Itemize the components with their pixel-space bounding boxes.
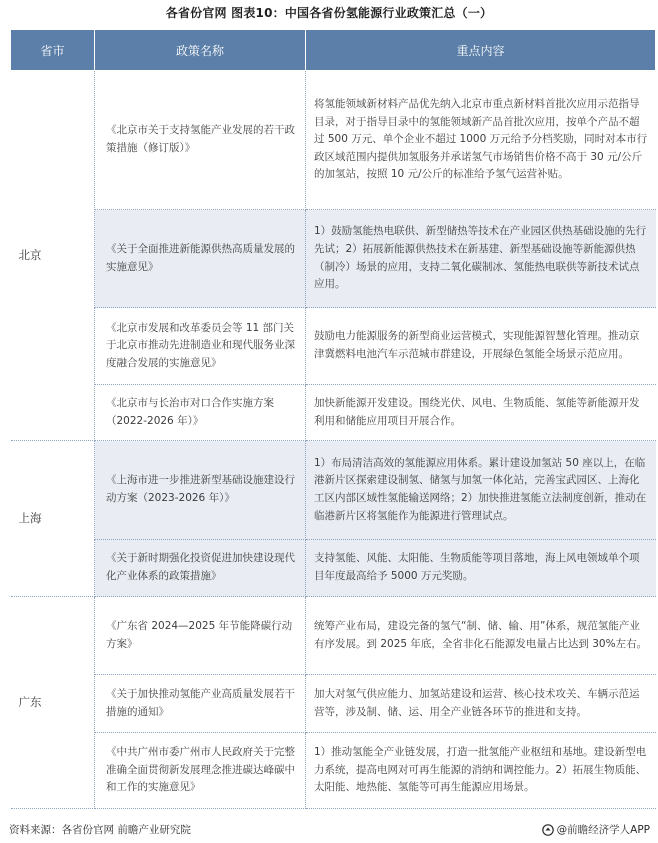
table-row bbox=[11, 308, 656, 385]
table-row bbox=[11, 540, 656, 597]
policy-content: 1）推动氢能全产业链发展，打造一批氢能产业枢纽和基地。建设新型电力系统，提高电网对可再生能源的消纳和调控能力。2）拓展生物质能、太阳能、地热能、氢能等可再生能源应用场景。 bbox=[306, 733, 656, 809]
policy-content: 加大对氢气供应能力、加氢站建设和运营、核心技术攻关、车辆示范运营等，涉及制、储、运、用全产业链各环节的推进和支持。 bbox=[306, 675, 656, 733]
header-province: 省市 bbox=[11, 30, 95, 71]
brand-credit bbox=[542, 822, 650, 837]
policy-content: 加快新能源开发建设。围绕光伏、风电、生物质能、氢能等新能源开发利用和储能应用项目开展合作。 bbox=[306, 385, 656, 441]
policy-name: 《北京市与长治市对口合作实施方案（2022-2026 年）》 bbox=[95, 385, 306, 441]
policy-name: 《中共广州市委广州市人民政府关于完整准确全面贯彻新发展理念推进碳达峰碳中和工作的实施意见》 bbox=[95, 733, 306, 809]
policy-content: 1）鼓励氢能热电联供、新型储热等技术在产业园区供热基础设施的先行先试；2）拓展新能源供热技术在新基建、新型基础设施等新能源供热（制冷）场景的应用，支持二氧化碳制冰、氢能热电联供等新技术试点应用。 bbox=[306, 210, 656, 308]
policy-name: 《关于全面推进新能源供热高质量发展的实施意见》 bbox=[95, 210, 306, 308]
table-row bbox=[11, 597, 656, 675]
header-policy: 政策名称 bbox=[95, 30, 306, 71]
chart-title: 各省份官网 图表10：中国各省份氢能源行业政策汇总（一） bbox=[165, 6, 493, 20]
table-row bbox=[11, 71, 656, 210]
table-row bbox=[11, 733, 656, 809]
policy-name: 《广东省 2024—2025 年节能降碳行动方案》 bbox=[95, 597, 306, 675]
policy-content: 1）布局清洁高效的氢能源应用体系。累计建设加氢站 50 座以上，在临港新片区探索建设制氢、储氢与加氢一体化站，完善宝武园区、上海化工区内部区域性氢能输送网络；2）加快推进氢能立法制度创新，推动在临港新片区将氢能作为能源进行管理试点。 bbox=[306, 441, 656, 540]
table-header-row bbox=[11, 30, 656, 71]
province-guangdong: 广东 bbox=[11, 597, 95, 809]
brand-text: @前瞻经济学人APP bbox=[556, 824, 650, 836]
table-row bbox=[11, 385, 656, 441]
brand-logo-icon bbox=[542, 824, 554, 836]
policy-content: 支持氢能、风能、太阳能、生物质能等项目落地，海上风电领域单个项目年度最高给予 5000 万元奖励。 bbox=[306, 540, 656, 597]
policy-content: 统筹产业布局，建设完备的氢气“制、储、输、用”体系，规范氢能产业有序发展。到 2025 年底，全省非化石能源发电量占比达到 30%左右。 bbox=[306, 597, 656, 675]
province-beijing: 北京 bbox=[11, 71, 95, 441]
source-note: 资料来源：各省份官网 前瞻产业研究院 bbox=[9, 824, 191, 836]
policy-name: 《北京市关于支持氢能产业发展的若干政策措施（修订版）》 bbox=[95, 71, 306, 210]
header-content: 重点内容 bbox=[306, 30, 656, 71]
table-row bbox=[11, 441, 656, 540]
policy-table bbox=[10, 29, 656, 809]
province-shanghai: 上海 bbox=[11, 441, 95, 597]
table-row bbox=[11, 210, 656, 308]
table-row bbox=[11, 675, 656, 733]
policy-name: 《关于新时期强化投资促进加快建设现代化产业体系的政策措施》 bbox=[95, 540, 306, 597]
policy-name: 《上海市进一步推进新型基础设施建设行动方案（2023-2026 年）》 bbox=[95, 441, 306, 540]
policy-name: 《关于加快推动氢能产业高质量发展若干措施的通知》 bbox=[95, 675, 306, 733]
policy-name: 《北京市发展和改革委员会等 11 部门关于北京市推动先进制造业和现代服务业深度融合发展的实施意见》 bbox=[95, 308, 306, 385]
policy-content: 鼓励电力能源服务的新型商业运营模式，实现能源智慧化管理。推动京津冀燃料电池汽车示范城市群建设，开展绿色氢能全场景示范应用。 bbox=[306, 308, 656, 385]
policy-content: 将氢能领域新材料产品优先纳入北京市重点新材料首批次应用示范指导目录，对于指导目录中的氢能领域新产品首批次应用，按单个产品不超过 500 万元、单个企业不超过 1000 万元给予分档奖励，同时对本市行政区域范围内提供加氢服务并承诺氢气市场销售价格不高于 30 元/公斤的加氢站，按照 10 元/公斤的标准给予氢气运营补贴。 bbox=[306, 71, 656, 210]
